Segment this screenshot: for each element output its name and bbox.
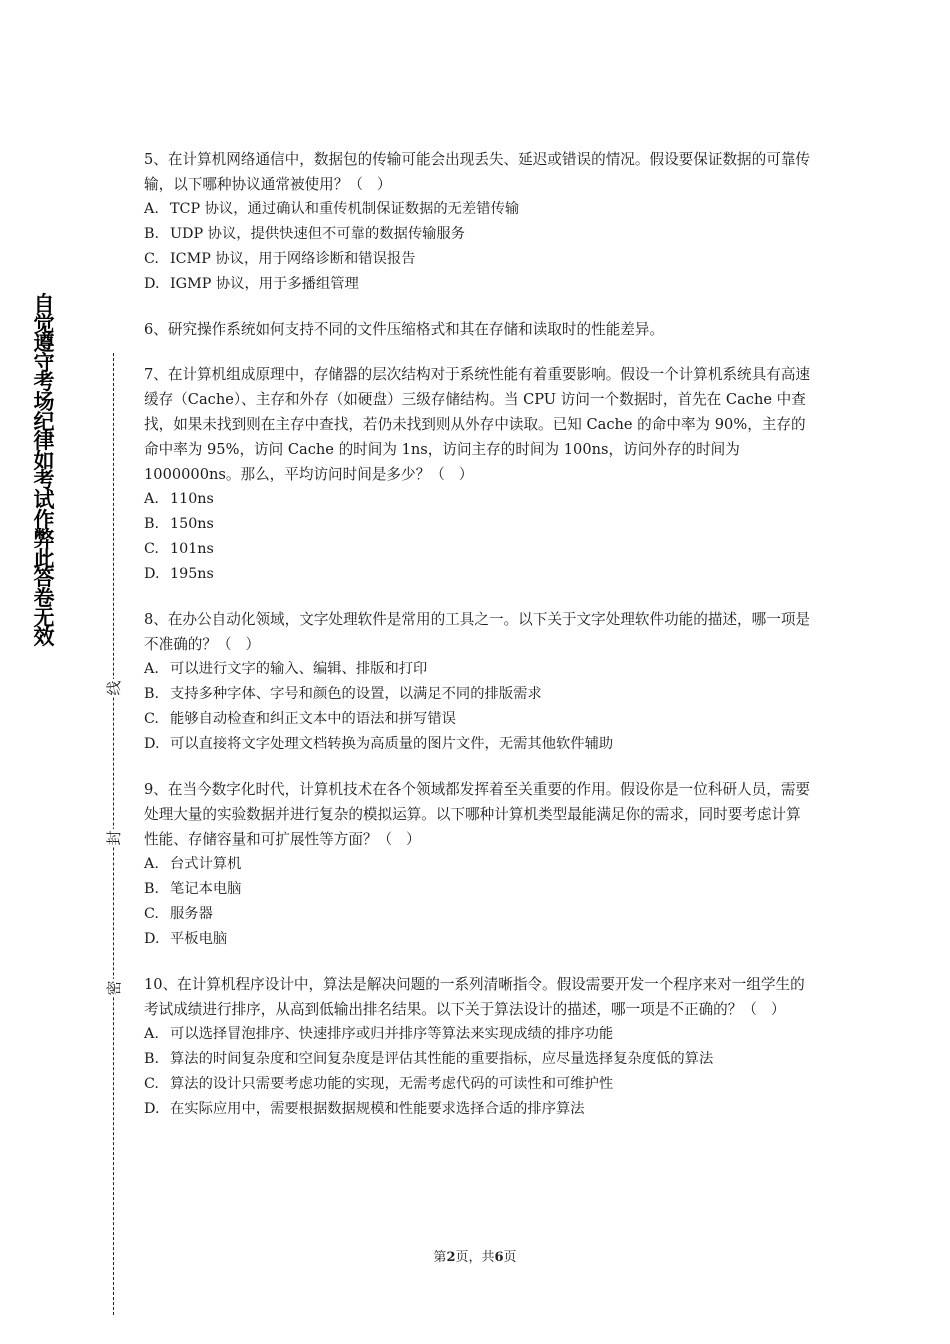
notice-char: 场 [33, 389, 55, 414]
notice-char: 如 [33, 448, 55, 473]
option-list [144, 1022, 812, 1122]
option-list [144, 487, 812, 587]
option-letter: B. [144, 1051, 160, 1067]
answer-option [144, 197, 812, 222]
question-block [144, 147, 812, 297]
notice-char: 无 [33, 605, 55, 630]
notice-char: 此 [33, 546, 55, 571]
option-text: 可以直接将文字处理文档转换为高质量的图片文件，无需其他软件辅助 [170, 736, 614, 752]
notice-char: 遵 [33, 331, 55, 356]
answer-option [144, 1022, 812, 1047]
binding-mark-secret: 密 [105, 980, 123, 996]
option-letter: A. [144, 661, 159, 677]
answer-option [144, 1072, 812, 1097]
option-letter: A. [144, 856, 159, 872]
answer-option [144, 487, 812, 512]
option-list [144, 197, 812, 297]
option-letter: D. [144, 931, 160, 947]
notice-char: 作 [33, 507, 55, 532]
answer-option [144, 682, 812, 707]
option-text: IGMP 协议，用于多播组管理 [170, 276, 359, 292]
current-page-number: 2 [446, 1250, 456, 1265]
option-letter: C. [144, 1076, 159, 1092]
notice-char: 试 [33, 487, 55, 512]
option-text: 算法的时间复杂度和空间复杂度是评估其性能的重要指标，应尽量选择复杂度低的算法 [170, 1051, 714, 1067]
binding-mark-line: 线 [105, 680, 123, 696]
binding-mark-seal: 封 [105, 830, 123, 846]
option-text: 服务器 [170, 906, 213, 922]
option-text: UDP 协议，提供快速但不可靠的数据传输服务 [170, 226, 466, 242]
option-letter: B. [144, 881, 160, 897]
option-letter: A. [144, 1026, 159, 1042]
answer-option [144, 537, 812, 562]
exam-discipline-notice [30, 292, 58, 650]
answer-option [144, 902, 812, 927]
question-block [144, 777, 812, 952]
question-text: 5、在计算机网络通信中，数据包的传输可能会出现丢失、延迟或错误的情况。假设要保证数据的可靠传输，以下哪种协议通常被使用？（ ） [144, 151, 811, 193]
notice-char: 觉 [33, 311, 55, 336]
answer-option [144, 707, 812, 732]
option-text: TCP 协议，通过确认和重传机制保证数据的无差错传输 [170, 201, 520, 217]
answer-option [144, 852, 812, 877]
option-letter: D. [144, 566, 160, 582]
option-letter: C. [144, 251, 159, 267]
notice-char: 效 [33, 625, 55, 650]
option-text: 平板电脑 [170, 931, 228, 947]
option-letter: D. [144, 736, 160, 752]
option-letter: D. [144, 1101, 160, 1117]
option-list [144, 852, 812, 952]
answer-option [144, 512, 812, 537]
question-text: 7、在计算机组成原理中，存储器的层次结构对于系统性能有着重要影响。假设一个计算机系统具有高速缓存（Cache）、主存和外存（如硬盘）三级存储结构。当 CPU 访问一个数据时，首先在 Cache 中查找，如果未找到则在主存中查找，若仍未找到则从外存中读取。已知 Cache 的命中率为 90%，主存的命中率为 95%，访问 Cache 的时间为 1ns，访问主存的时间为 100ns，访问外存的时间为 1000000ns。那么，平均访问时间是多少？（ ） [144, 366, 811, 483]
option-text: 110ns [170, 491, 214, 507]
option-letter: A. [144, 491, 159, 507]
option-letter: D. [144, 276, 160, 292]
notice-char: 弊 [33, 527, 55, 552]
question-block [144, 972, 812, 1122]
option-text: 195ns [170, 566, 214, 582]
option-letter: B. [144, 226, 160, 242]
option-text: 能够自动检查和纠正文本中的语法和拼写错误 [170, 711, 456, 727]
option-text: 150ns [170, 516, 214, 532]
option-letter: C. [144, 906, 159, 922]
notice-char: 纪 [33, 409, 55, 434]
question-text: 10、在计算机程序设计中，算法是解决问题的一系列清晰指令。假设需要开发一个程序来对一组学生的考试成绩进行排序，从高到低输出排名结果。以下关于算法设计的描述，哪一项是不正确的？（ ） [144, 976, 805, 1018]
question-text: 8、在办公自动化领域，文字处理软件是常用的工具之一。以下关于文字处理软件功能的描述，哪一项是不准确的？（ ） [144, 611, 811, 653]
notice-char: 守 [33, 350, 55, 375]
option-letter: C. [144, 541, 159, 557]
option-letter: C. [144, 711, 159, 727]
question-list [144, 147, 812, 1142]
option-text: 笔记本电脑 [170, 881, 242, 897]
answer-option [144, 562, 812, 587]
answer-option [144, 247, 812, 272]
answer-option [144, 1047, 812, 1072]
option-letter: A. [144, 201, 159, 217]
option-list [144, 657, 812, 757]
option-text: 在实际应用中，需要根据数据规模和性能要求选择合适的排序算法 [170, 1101, 585, 1117]
option-letter: B. [144, 516, 160, 532]
option-text: 101ns [170, 541, 214, 557]
question-block [144, 317, 812, 342]
answer-option [144, 1097, 812, 1122]
total-page-number: 6 [494, 1250, 504, 1265]
page-footer: 第2页，共6页 [433, 1250, 517, 1265]
answer-option [144, 732, 812, 757]
answer-option [144, 272, 812, 297]
option-text: 支持多种字体、字号和颜色的设置，以满足不同的排版需求 [170, 686, 542, 702]
question-block [144, 607, 812, 757]
option-text: 台式计算机 [170, 856, 242, 872]
question-block [144, 362, 812, 587]
answer-option [144, 927, 812, 952]
notice-char: 律 [33, 429, 55, 454]
option-letter: B. [144, 686, 160, 702]
answer-option [144, 877, 812, 902]
option-text: 可以选择冒泡排序、快速排序或归并排序等算法来实现成绩的排序功能 [170, 1026, 614, 1042]
answer-option [144, 222, 812, 247]
notice-char: 考 [33, 370, 55, 395]
question-text: 9、在当今数字化时代，计算机技术在各个领域都发挥着至关重要的作用。假设你是一位科研人员，需要处理大量的实验数据并进行复杂的模拟运算。以下哪种计算机类型最能满足你的需求，同时要考虑计算性能、存储容量和可扩展性等方面？（ ） [144, 781, 811, 848]
question-text: 6、研究操作系统如何支持不同的文件压缩格式和其在存储和读取时的性能差异。 [144, 321, 665, 338]
option-text: ICMP 协议，用于网络诊断和错误报告 [170, 251, 416, 267]
notice-char: 答 [33, 566, 55, 591]
answer-option [144, 657, 812, 682]
option-text: 可以进行文字的输入、编辑、排版和打印 [170, 661, 428, 677]
notice-char: 自 [33, 292, 55, 316]
option-text: 算法的设计只需要考虑功能的实现，无需考虑代码的可读性和可维护性 [170, 1076, 614, 1092]
notice-char: 卷 [33, 585, 55, 610]
notice-char: 考 [33, 468, 55, 493]
